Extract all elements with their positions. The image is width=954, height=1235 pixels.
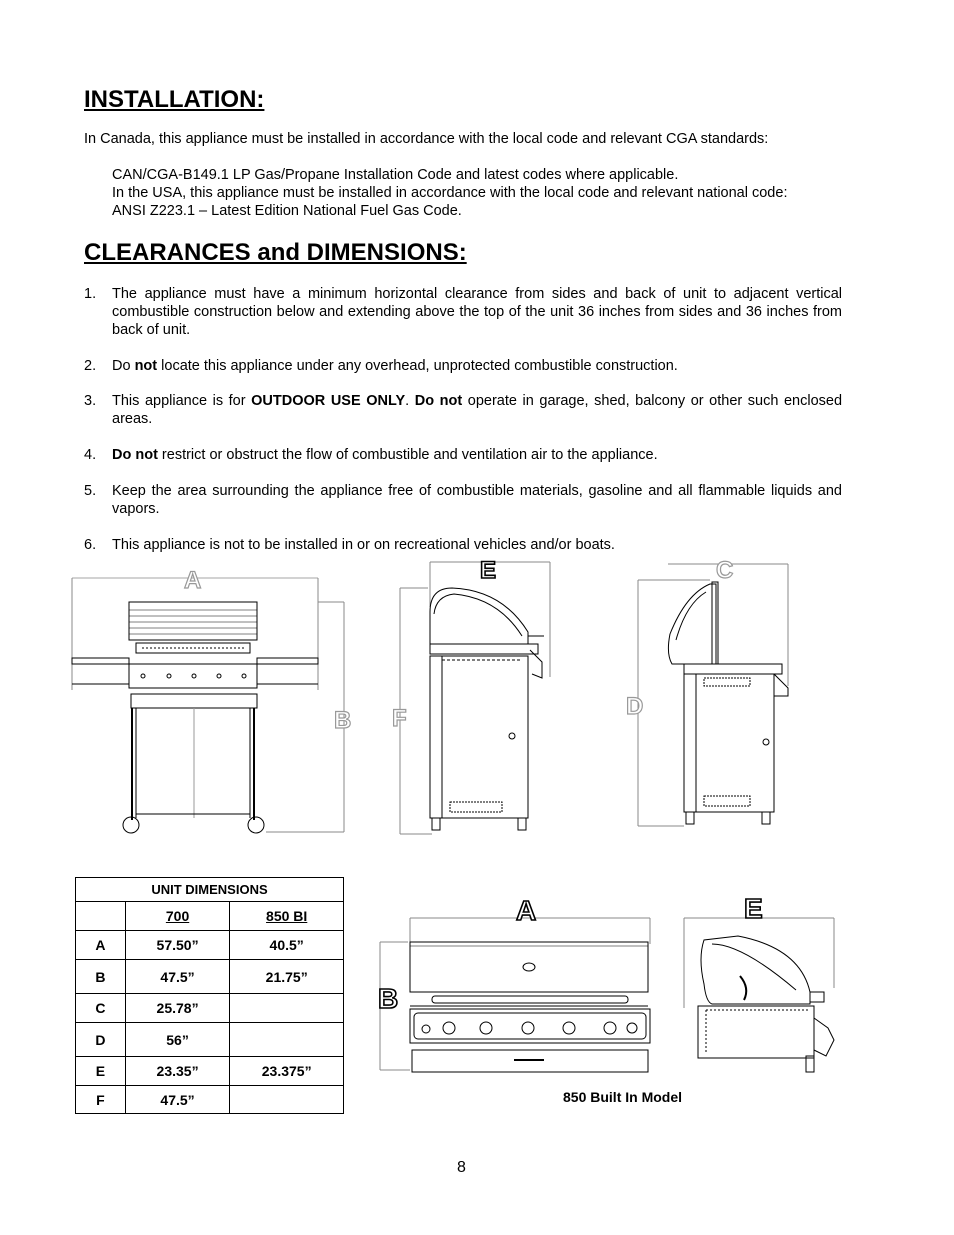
row-label: B <box>76 960 126 994</box>
column-header-700: 700 <box>125 902 230 931</box>
item-number: 5. <box>84 483 97 499</box>
label-d: D <box>626 693 644 720</box>
item-text: The appliance must have a minimum horizontal clearance from sides and back of unit to adjacent vertical combustible construction below and extending above the top of the unit 36 inches from sides and 36 inches from back of unit. <box>112 286 842 338</box>
cell-700: 25.78” <box>125 994 230 1023</box>
label-b: B <box>334 707 352 734</box>
label-e-built-in: E <box>744 893 763 924</box>
table-row <box>76 1023 344 1057</box>
front-view-drawing <box>66 560 356 842</box>
item-text: Keep the area surrounding the appliance free of combustible materials, gasoline and all flammable liquids and vapors. <box>112 483 842 517</box>
item-text: This appliance is not to be installed in or on recreational vehicles and/or boats. <box>112 537 615 553</box>
label-a-built-in: A <box>516 895 537 926</box>
cell-850bi: 40.5” <box>230 931 344 960</box>
label-a: A <box>184 567 202 594</box>
table-corner-cell <box>76 902 126 931</box>
installation-line-3: ANSI Z223.1 – Latest Edition National Fuel Gas Code. <box>112 203 462 219</box>
cell-700: 57.50” <box>125 931 230 960</box>
side-view-c-d-drawing <box>624 556 794 830</box>
table-row <box>76 1086 344 1114</box>
side-view-e-f-drawing <box>392 552 558 838</box>
built-in-caption: 850 Built In Model <box>563 1089 683 1105</box>
cell-700: 47.5” <box>125 960 230 994</box>
installation-heading: INSTALLATION: <box>84 86 265 113</box>
row-label: C <box>76 994 126 1023</box>
item-text: This appliance is for OUTDOOR USE ONLY. Do not operate in garage, shed, balcony or other such enclosed areas. <box>112 393 843 427</box>
item-text: Do not restrict or obstruct the flow of combustible and ventilation air to the appliance. <box>112 447 658 463</box>
row-label: D <box>76 1023 126 1057</box>
table-row <box>76 960 344 994</box>
item-text: Do not locate this appliance under any overhead, unprotected combustible construction. <box>112 358 678 374</box>
label-c: C <box>716 557 734 584</box>
cell-700: 56” <box>125 1023 230 1057</box>
item-number: 1. <box>84 286 97 302</box>
installation-line-1: CAN/CGA-B149.1 LP Gas/Propane Installation Code and latest codes where applicable. <box>112 167 679 183</box>
built-in-side-drawing <box>678 888 840 1078</box>
cell-850bi: 23.375” <box>230 1057 344 1086</box>
table-row <box>76 994 344 1023</box>
installation-intro: In Canada, this appliance must be installed in accordance with the local code and relevant CGA standards: <box>84 131 769 147</box>
built-in-front-drawing <box>374 888 656 1078</box>
clearances-heading: CLEARANCES and DIMENSIONS: <box>84 239 467 266</box>
row-label: E <box>76 1057 126 1086</box>
table-row <box>76 1057 344 1086</box>
item-number: 6. <box>84 537 97 553</box>
item-number: 2. <box>84 358 97 374</box>
page-number: 8 <box>457 1159 466 1176</box>
row-label: A <box>76 931 126 960</box>
cell-700: 23.35” <box>125 1057 230 1086</box>
installation-line-2: In the USA, this appliance must be installed in accordance with the local code and relevant national code: <box>112 185 788 201</box>
cell-850bi: 21.75” <box>230 960 344 994</box>
cell-850bi <box>230 1023 344 1057</box>
column-header-850bi: 850 BI <box>230 902 344 931</box>
cell-850bi <box>230 994 344 1023</box>
label-b-built-in: B <box>378 983 399 1014</box>
table-title: UNIT DIMENSIONS <box>76 878 344 902</box>
item-number: 4. <box>84 447 97 463</box>
label-e: E <box>480 557 497 584</box>
unit-dimensions-table <box>75 877 344 1114</box>
item-number: 3. <box>84 393 97 409</box>
table-row <box>76 931 344 960</box>
cell-700: 47.5” <box>125 1086 230 1114</box>
cell-850bi <box>230 1086 344 1114</box>
row-label: F <box>76 1086 126 1114</box>
label-f: F <box>392 705 407 732</box>
